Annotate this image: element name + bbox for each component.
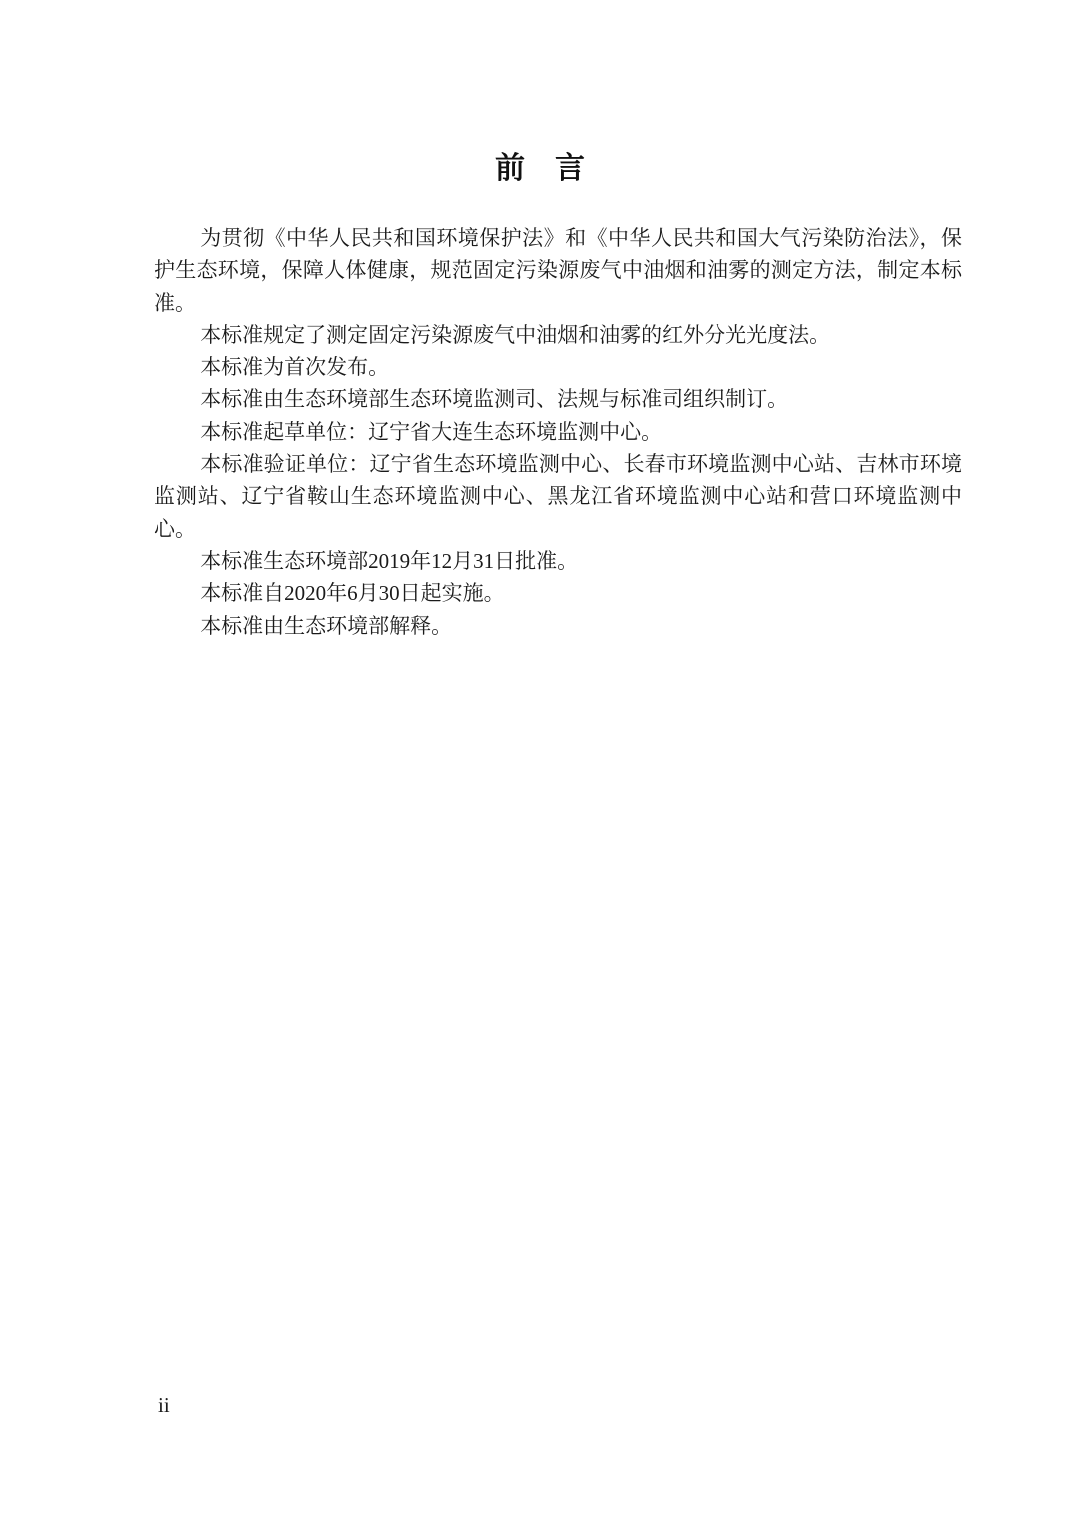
foreword-paragraph: 本标准自2020年6月30日起实施。: [200, 581, 505, 606]
foreword-paragraph: 本标准规定了测定固定污染源废气中油烟和油雾的红外分光光度法。: [200, 322, 831, 347]
foreword-paragraph: 本标准起草单位：辽宁省大连生态环境监测中心。: [200, 419, 663, 444]
foreword-paragraph: 本标准由生态环境部解释。: [200, 613, 453, 638]
foreword-paragraph: 本标准生态环境部2019年12月31日批准。: [200, 548, 579, 573]
foreword-paragraph: 本标准由生态环境部生态环境监测司、法规与标准司组织制订。: [200, 387, 789, 412]
foreword-paragraph: 本标准验证单位：辽宁省生态环境监测中心、长春市环境监测中心站、吉林市环境监测站、辽宁省鞍山生态环境监测中心、黑龙江省环境监测中心站和营口环境监测中心。: [154, 452, 962, 541]
foreword-title: 前 言: [495, 152, 585, 185]
foreword-body: [154, 222, 962, 642]
foreword-paragraph: 为贯彻《中华人民共和国环境保护法》和《中华人民共和国大气污染防治法》，保护生态环境，保障人体健康，规范固定污染源废气中油烟和油雾的测定方法，制定本标准。: [154, 226, 962, 315]
page-number: ii: [158, 1393, 170, 1417]
foreword-paragraph: 本标准为首次发布。: [200, 355, 390, 380]
